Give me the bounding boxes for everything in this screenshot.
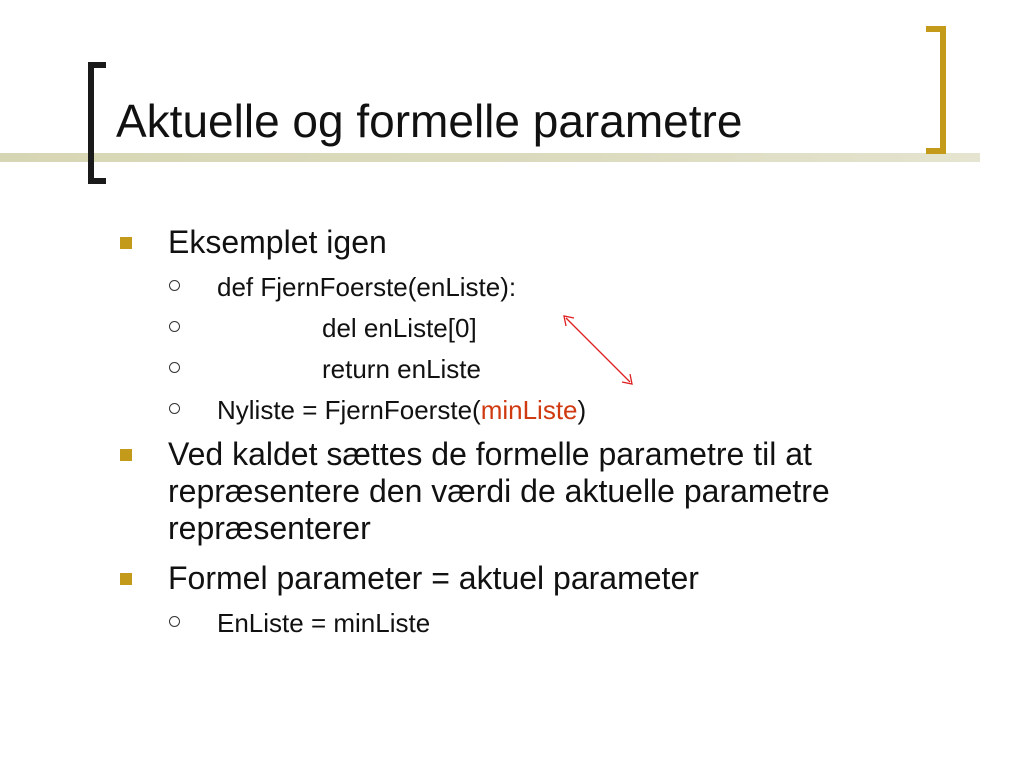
- square-bullet-icon: [120, 449, 132, 461]
- circle-bullet-icon: [169, 321, 180, 332]
- call-prefix: Nyliste = FjernFoerste(: [217, 395, 481, 425]
- square-bullet-icon: [120, 237, 132, 249]
- bullet-item-formel: [168, 560, 699, 597]
- call-argument-highlight: minListe: [480, 395, 578, 425]
- circle-bullet-icon: [169, 362, 180, 373]
- sub-bullet-text: EnListe = minListe: [217, 608, 431, 638]
- sub-bullet-call: [217, 395, 586, 425]
- code-line-def: def FjernFoerste(enListe):: [217, 272, 517, 302]
- bullet-text: Eksemplet igen: [168, 224, 387, 260]
- code-line-return: return enListe: [322, 354, 481, 384]
- circle-bullet-icon: [169, 280, 180, 291]
- code-line-del: del enListe[0]: [322, 313, 477, 343]
- sub-bullet-def: [217, 272, 516, 302]
- sub-bullet-enliste: [217, 608, 430, 638]
- call-suffix: ): [577, 395, 587, 425]
- bullet-item-kaldet: [168, 436, 938, 547]
- circle-bullet-icon: [169, 616, 180, 627]
- sub-bullet-del: [217, 313, 477, 343]
- bullet-text: Formel parameter = aktuel parameter: [168, 560, 699, 596]
- square-bullet-icon: [120, 573, 132, 585]
- slide-title: Aktuelle og formelle parametre: [116, 95, 743, 147]
- bullet-text: Ved kaldet sættes de formelle parametre til at repræsentere den værdi de aktuelle parametre repræsenterer: [168, 436, 830, 546]
- circle-bullet-icon: [169, 403, 180, 414]
- sub-bullet-return: [217, 354, 481, 384]
- bullet-item-eksemplet: [168, 224, 387, 261]
